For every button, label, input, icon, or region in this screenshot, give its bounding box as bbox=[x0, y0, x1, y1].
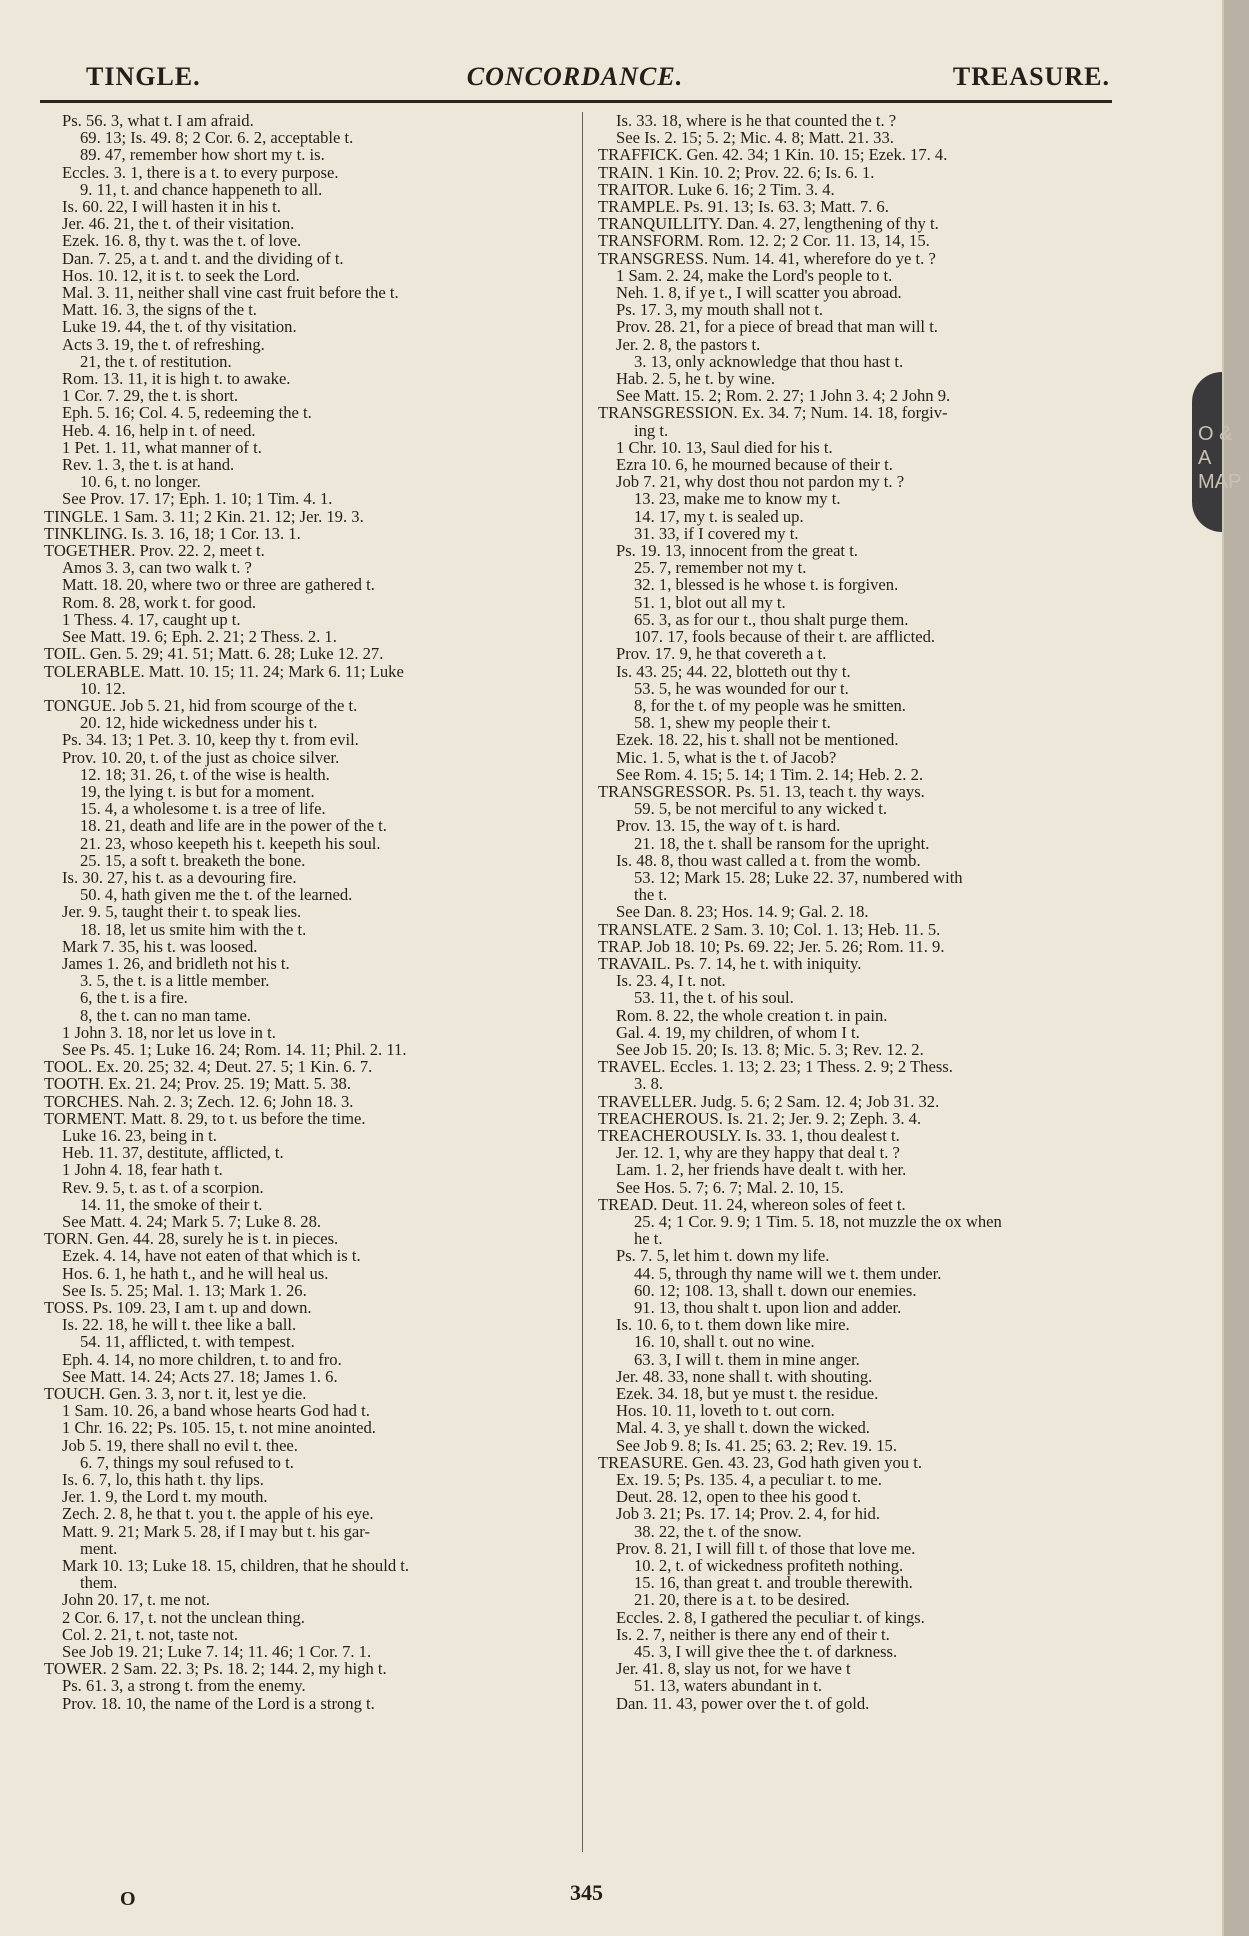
concordance-reference-line: he t. bbox=[634, 1229, 663, 1249]
concordance-reference-line: Col. 2. 21, t. not, taste not. bbox=[62, 1624, 239, 1644]
concordance-reference-line: Jer. 1. 9, the Lord t. my mouth. bbox=[62, 1487, 268, 1507]
concordance-reference-line: Rom. 8. 28, work t. for good. bbox=[62, 592, 257, 612]
concordance-reference-line: Is. 10. 6, to t. them down like mire. bbox=[616, 1315, 850, 1335]
concordance-reference-line: 6. 7, things my soul refused to t. bbox=[80, 1452, 294, 1472]
concordance-reference-line: Ezra 10. 6, he mourned because of their t. bbox=[616, 455, 893, 475]
concordance-reference-line: Is. 6. 7, lo, this hath t. thy lips. bbox=[62, 1470, 264, 1490]
concordance-reference-line: 59. 5, be not merciful to any wicked t. bbox=[634, 799, 887, 819]
concordance-reference-line: Luke 16. 23, being in t. bbox=[62, 1125, 217, 1145]
concordance-headword-line: TREACHEROUSLY. Is. 33. 1, thou dealest t. bbox=[598, 1125, 900, 1145]
concordance-reference-line: Eccles. 3. 1, there is a t. to every purpose. bbox=[62, 162, 339, 182]
concordance-headword-line: TONGUE. Job 5. 21, hid from scourge of the t. bbox=[44, 695, 358, 715]
header-rule bbox=[40, 100, 1112, 103]
concordance-reference-line: Prov. 13. 15, the way of t. is hard. bbox=[616, 816, 841, 836]
concordance-reference-line: See Prov. 17. 17; Eph. 1. 10; 1 Tim. 4. 1. bbox=[62, 489, 333, 509]
concordance-reference-line: Matt. 16. 3, the signs of the t. bbox=[62, 300, 257, 320]
concordance-reference-line: 2 Cor. 6. 17, t. not the unclean thing. bbox=[62, 1607, 305, 1627]
concordance-reference-line: See Matt. 4. 24; Mark 5. 7; Luke 8. 28. bbox=[62, 1212, 322, 1231]
concordance-reference-line: Rom. 13. 11, it is high t. to awake. bbox=[62, 369, 291, 389]
concordance-reference-line: See Ps. 45. 1; Luke 16. 24; Rom. 14. 11; Phil. 2. 11. bbox=[62, 1039, 407, 1059]
concordance-reference-line: 1 Sam. 10. 26, a band whose hearts God had t. bbox=[62, 1401, 370, 1421]
concordance-reference-line: Jer. 9. 5, taught their t. to speak lies. bbox=[62, 902, 302, 922]
concordance-headword-line: TRAFFICK. Gen. 42. 34; 1 Kin. 10. 15; Ezek. 17. 4. bbox=[598, 145, 948, 165]
concordance-reference-line: Gal. 4. 19, my children, of whom I t. bbox=[616, 1022, 860, 1042]
concordance-reference-line: 25. 7, remember not my t. bbox=[634, 558, 807, 578]
concordance-reference-line: 12. 18; 31. 26, t. of the wise is health. bbox=[80, 764, 330, 784]
concordance-headword-line: TRAVEL. Eccles. 1. 13; 2. 23; 1 Thess. 2. 9; 2 Thess. bbox=[598, 1057, 953, 1077]
concordance-reference-line: 25. 4; 1 Cor. 9. 9; 1 Tim. 5. 18, not muzzle the ox when bbox=[634, 1212, 1002, 1231]
concordance-reference-line: Prov. 17. 9, he that covereth a t. bbox=[616, 644, 827, 664]
concordance-reference-line: Mark 7. 35, his t. was loosed. bbox=[62, 936, 258, 956]
concordance-headword-line: TRAVAIL. Ps. 7. 14, he t. with iniquity. bbox=[598, 953, 862, 973]
concordance-reference-line: 32. 1, blessed is he whose t. is forgiven. bbox=[634, 575, 899, 595]
concordance-reference-line: 14. 17, my t. is sealed up. bbox=[634, 506, 804, 526]
concordance-reference-line: Eccles. 2. 8, I gathered the peculiar t. of kings. bbox=[616, 1607, 925, 1627]
concordance-reference-line: Ps. 34. 13; 1 Pet. 3. 10, keep thy t. from evil. bbox=[62, 730, 359, 750]
concordance-reference-line: 3. 13, only acknowledge that thou hast t. bbox=[634, 351, 904, 371]
concordance-reference-line: See Is. 2. 15; 5. 2; Mic. 4. 8; Matt. 21. 33. bbox=[616, 128, 894, 148]
concordance-reference-line: 13. 23, make me to know my t. bbox=[634, 489, 841, 509]
left-column bbox=[44, 112, 574, 1712]
concordance-reference-line: 15. 4, a wholesome t. is a tree of life. bbox=[80, 799, 326, 819]
concordance-reference-line: 53. 11, the t. of his soul. bbox=[634, 988, 794, 1008]
concordance-reference-line: Ezek. 18. 22, his t. shall not be mentioned. bbox=[616, 730, 899, 750]
concordance-reference-line: Ps. 17. 3, my mouth shall not t. bbox=[616, 300, 823, 320]
concordance-reference-line: Prov. 28. 21, for a piece of bread that man will t. bbox=[616, 317, 938, 337]
concordance-reference-line: 16. 10, shall t. out no wine. bbox=[634, 1332, 815, 1352]
concordance-reference-line: Is. 60. 22, I will hasten it in his t. bbox=[62, 197, 281, 217]
concordance-headword-line: TRAMPLE. Ps. 91. 13; Is. 63. 3; Matt. 7. 6. bbox=[598, 197, 889, 217]
concordance-reference-line: 53. 5, he was wounded for our t. bbox=[634, 678, 849, 698]
concordance-reference-line: 31. 33, if I covered my t. bbox=[634, 523, 799, 543]
concordance-reference-line: them. bbox=[80, 1573, 118, 1593]
concordance-headword-line: TOOTH. Ex. 21. 24; Prov. 25. 19; Matt. 5. 38. bbox=[44, 1074, 351, 1094]
concordance-reference-line: the t. bbox=[634, 885, 668, 905]
concordance-headword-line: TRAIN. 1 Kin. 10. 2; Prov. 22. 6; Is. 6. 1. bbox=[598, 162, 875, 182]
concordance-reference-line: Ezek. 34. 18, but ye must t. the residue. bbox=[616, 1384, 879, 1404]
concordance-reference-line: Mal. 3. 11, neither shall vine cast fruit before the t. bbox=[62, 283, 399, 303]
concordance-headword-line: TRANSGRESSOR. Ps. 51. 13, teach t. thy ways. bbox=[598, 781, 925, 801]
concordance-reference-line: 1 Cor. 7. 29, the t. is short. bbox=[62, 386, 239, 406]
concordance-headword-line: TREASURE. Gen. 43. 23, God hath given you t. bbox=[598, 1452, 923, 1472]
concordance-reference-line: Is. 22. 18, he will t. thee like a ball. bbox=[62, 1315, 297, 1335]
concordance-reference-line: Ps. 19. 13, innocent from the great t. bbox=[616, 541, 858, 561]
concordance-headword-line: TOOL. Ex. 20. 25; 32. 4; Deut. 27. 5; 1 Kin. 6. 7. bbox=[44, 1057, 373, 1077]
concordance-reference-line: 63. 3, I will t. them in mine anger. bbox=[634, 1349, 860, 1369]
concordance-reference-line: 21. 23, whoso keepeth his t. keepeth his soul. bbox=[80, 833, 381, 853]
concordance-reference-line: Jer. 48. 33, none shall t. with shouting. bbox=[616, 1366, 873, 1386]
concordance-reference-line: Matt. 9. 21; Mark 5. 28, if I may but t. his gar- bbox=[62, 1521, 370, 1541]
concordance-reference-line: Is. 2. 7, neither is there any end of their t. bbox=[616, 1624, 890, 1644]
concordance-reference-line: Jer. 46. 21, the t. of their visitation. bbox=[62, 214, 295, 234]
concordance-reference-line: 10. 12. bbox=[80, 678, 126, 698]
concordance-reference-line: See Matt. 15. 2; Rom. 2. 27; 1 John 3. 4; 2 John 9. bbox=[616, 386, 951, 406]
header-last-word: TREASURE. bbox=[952, 62, 1110, 91]
concordance-reference-line: Mic. 1. 5, what is the t. of Jacob? bbox=[616, 747, 837, 767]
concordance-reference-line: Rev. 9. 5, t. as t. of a scorpion. bbox=[62, 1177, 264, 1197]
concordance-reference-line: Eph. 4. 14, no more children, t. to and fro. bbox=[62, 1349, 342, 1369]
concordance-reference-line: Hos. 10. 11, loveth to t. out corn. bbox=[616, 1401, 835, 1421]
concordance-reference-line: 38. 22, the t. of the snow. bbox=[634, 1521, 802, 1541]
concordance-reference-line: 6, the t. is a fire. bbox=[80, 988, 188, 1008]
concordance-reference-line: 51. 13, waters abundant in t. bbox=[634, 1676, 823, 1696]
concordance-reference-line: 3. 5, the t. is a little member. bbox=[80, 971, 270, 991]
concordance-reference-line: See Hos. 5. 7; 6. 7; Mal. 2. 10, 15. bbox=[616, 1177, 844, 1197]
running-header bbox=[40, 62, 1110, 102]
concordance-reference-line: 1 Chr. 10. 13, Saul died for his t. bbox=[616, 437, 833, 457]
concordance-reference-line: 21. 18, the t. shall be ransom for the upright. bbox=[634, 833, 930, 853]
concordance-reference-line: 14. 11, the smoke of their t. bbox=[80, 1194, 263, 1214]
concordance-reference-line: Job 3. 21; Ps. 17. 14; Prov. 2. 4, for hid. bbox=[616, 1504, 880, 1524]
concordance-reference-line: Eph. 5. 16; Col. 4. 5, redeeming the t. bbox=[62, 403, 312, 423]
concordance-reference-line: 10. 2, t. of wickedness profiteth nothing. bbox=[634, 1556, 904, 1576]
concordance-reference-line: 60. 12; 108. 13, shall t. down our enemies. bbox=[634, 1280, 917, 1300]
concordance-reference-line: See Job 9. 8; Is. 41. 25; 63. 2; Rev. 19. 15. bbox=[616, 1435, 898, 1455]
concordance-reference-line: Mal. 4. 3, ye shall t. down the wicked. bbox=[616, 1418, 870, 1438]
concordance-reference-line: 8, the t. can no man tame. bbox=[80, 1005, 251, 1025]
concordance-headword-line: TOSS. Ps. 109. 23, I am t. up and down. bbox=[44, 1298, 312, 1318]
concordance-reference-line: 25. 15, a soft t. breaketh the bone. bbox=[80, 850, 306, 870]
concordance-reference-line: Jer. 2. 8, the pastors t. bbox=[616, 334, 761, 354]
concordance-headword-line: TRANQUILLITY. Dan. 4. 27, lengthening of thy t. bbox=[598, 214, 939, 234]
concordance-reference-line: See Dan. 8. 23; Hos. 14. 9; Gal. 2. 18. bbox=[616, 902, 869, 922]
concordance-reference-line: 1 Chr. 16. 22; Ps. 105. 15, t. not mine anointed. bbox=[62, 1418, 376, 1438]
concordance-reference-line: Ps. 56. 3, what t. I am afraid. bbox=[62, 111, 254, 130]
concordance-reference-line: 21, the t. of restitution. bbox=[80, 351, 232, 371]
concordance-reference-line: See Rom. 4. 15; 5. 14; 1 Tim. 2. 14; Heb. 2. 2. bbox=[616, 764, 924, 784]
concordance-reference-line: 1 Sam. 2. 24, make the Lord's people to t. bbox=[616, 265, 893, 285]
concordance-reference-line: Hos. 10. 12, it is t. to seek the Lord. bbox=[62, 265, 300, 285]
concordance-reference-line: Ex. 19. 5; Ps. 135. 4, a peculiar t. to me. bbox=[616, 1470, 882, 1490]
concordance-reference-line: 45. 3, I will give thee the t. of darkness. bbox=[634, 1642, 898, 1662]
concordance-reference-line: 58. 1, shew my people their t. bbox=[634, 713, 831, 733]
concordance-reference-line: Deut. 28. 12, open to thee his good t. bbox=[616, 1487, 862, 1507]
concordance-reference-line: See Matt. 19. 6; Eph. 2. 21; 2 Thess. 2. 1. bbox=[62, 627, 337, 647]
concordance-reference-line: Job 7. 21, why dost thou not pardon my t. ? bbox=[616, 472, 905, 492]
concordance-reference-line: 107. 17, fools because of their t. are afflicted. bbox=[634, 627, 936, 647]
concordance-reference-line: 91. 13, thou shalt t. upon lion and adder. bbox=[634, 1298, 902, 1318]
concordance-reference-line: 53. 12; Mark 15. 28; Luke 22. 37, numbered with bbox=[634, 867, 963, 887]
concordance-reference-line: 1 John 4. 18, fear hath t. bbox=[62, 1160, 223, 1180]
signature-mark: O bbox=[120, 1888, 136, 1910]
concordance-reference-line: Prov. 18. 10, the name of the Lord is a strong t. bbox=[62, 1693, 375, 1713]
concordance-reference-line: Dan. 11. 43, power over the t. of gold. bbox=[616, 1693, 870, 1713]
concordance-reference-line: 3. 8. bbox=[634, 1074, 664, 1094]
concordance-headword-line: TRAITOR. Luke 6. 16; 2 Tim. 3. 4. bbox=[598, 179, 835, 199]
concordance-reference-line: Matt. 18. 20, where two or three are gathered t. bbox=[62, 575, 375, 595]
concordance-headword-line: TOUCH. Gen. 3. 3, nor t. it, lest ye die. bbox=[44, 1384, 307, 1404]
concordance-headword-line: TRANSGRESSION. Ex. 34. 7; Num. 14. 18, forgiv- bbox=[598, 403, 948, 423]
concordance-reference-line: 18. 18, let us smite him with the t. bbox=[80, 919, 307, 939]
concordance-reference-line: 8, for the t. of my people was he smitten. bbox=[634, 695, 906, 715]
thumb-index-label: O & A MAP bbox=[1198, 423, 1242, 493]
concordance-reference-line: Is. 23. 4, I t. not. bbox=[616, 971, 726, 991]
concordance-reference-line: Heb. 11. 37, destitute, afflicted, t. bbox=[62, 1143, 284, 1163]
concordance-reference-line: See Job 15. 20; Is. 13. 8; Mic. 5. 3; Rev. 12. 2. bbox=[616, 1039, 924, 1059]
concordance-reference-line: ment. bbox=[80, 1538, 118, 1558]
concordance-reference-line: Is. 30. 27, his t. as a devouring fire. bbox=[62, 867, 297, 887]
concordance-reference-line: 89. 47, remember how short my t. is. bbox=[80, 145, 325, 165]
concordance-reference-line: John 20. 17, t. me not. bbox=[62, 1590, 210, 1610]
page-number: 345 bbox=[570, 1880, 603, 1905]
concordance-reference-line: 54. 11, afflicted, t. with tempest. bbox=[80, 1332, 295, 1352]
concordance-reference-line: Jer. 12. 1, why are they happy that deal t. ? bbox=[616, 1143, 900, 1163]
column-divider bbox=[582, 112, 583, 1852]
concordance-headword-line: TINGLE. 1 Sam. 3. 11; 2 Kin. 21. 12; Jer. 19. 3. bbox=[44, 506, 364, 526]
concordance-headword-line: TOGETHER. Prov. 22. 2, meet t. bbox=[44, 541, 265, 561]
concordance-reference-line: Zech. 2. 8, he that t. you t. the apple of his eye. bbox=[62, 1504, 374, 1524]
concordance-reference-line: Rom. 8. 22, the whole creation t. in pain. bbox=[616, 1005, 888, 1025]
concordance-reference-line: 9. 11, t. and chance happeneth to all. bbox=[80, 179, 323, 199]
concordance-reference-line: Acts 3. 19, the t. of refreshing. bbox=[62, 334, 265, 354]
concordance-reference-line: Luke 19. 44, the t. of thy visitation. bbox=[62, 317, 297, 337]
concordance-reference-line: James 1. 26, and bridleth not his t. bbox=[62, 953, 290, 973]
concordance-reference-line: See Matt. 14. 24; Acts 27. 18; James 1. 6. bbox=[62, 1366, 338, 1386]
header-title: CONCORDANCE. bbox=[466, 62, 684, 91]
concordance-reference-line: 10. 6, t. no longer. bbox=[80, 472, 201, 492]
concordance-headword-line: TINKLING. Is. 3. 16, 18; 1 Cor. 13. 1. bbox=[44, 523, 301, 543]
concordance-reference-line: 1 Thess. 4. 17, caught up t. bbox=[62, 609, 241, 629]
concordance-reference-line: Is. 33. 18, where is he that counted the t. ? bbox=[616, 111, 897, 130]
concordance-reference-line: 69. 13; Is. 49. 8; 2 Cor. 6. 2, acceptable t. bbox=[80, 128, 354, 148]
concordance-reference-line: 51. 1, blot out all my t. bbox=[634, 592, 786, 612]
concordance-reference-line: Hab. 2. 5, he t. by wine. bbox=[616, 369, 775, 389]
concordance-reference-line: Neh. 1. 8, if ye t., I will scatter you abroad. bbox=[616, 283, 902, 303]
concordance-reference-line: Ezek. 16. 8, thy t. was the t. of love. bbox=[62, 231, 302, 251]
concordance-headword-line: TOWER. 2 Sam. 22. 3; Ps. 18. 2; 144. 2, my high t. bbox=[44, 1659, 387, 1679]
concordance-reference-line: 15. 16, than great t. and trouble therewith. bbox=[634, 1573, 913, 1593]
concordance-reference-line: 1 John 3. 18, nor let us love in t. bbox=[62, 1022, 276, 1042]
thumb-index-tab[interactable] bbox=[1192, 372, 1242, 532]
concordance-headword-line: TORMENT. Matt. 8. 29, to t. us before the time. bbox=[44, 1108, 366, 1128]
concordance-reference-line: Ps. 61. 3, a strong t. from the enemy. bbox=[62, 1676, 306, 1696]
concordance-reference-line: 18. 21, death and life are in the power of the t. bbox=[80, 816, 387, 836]
concordance-headword-line: TRANSGRESS. Num. 14. 41, wherefore do ye t. ? bbox=[598, 248, 936, 268]
concordance-reference-line: See Job 19. 21; Luke 7. 14; 11. 46; 1 Cor. 7. 1. bbox=[62, 1642, 372, 1662]
concordance-reference-line: Lam. 1. 2, her friends have dealt t. with her. bbox=[616, 1160, 907, 1180]
header-first-word: TINGLE. bbox=[86, 62, 201, 91]
concordance-reference-line: Ps. 7. 5, let him t. down my life. bbox=[616, 1246, 830, 1266]
concordance-headword-line: TREACHEROUS. Is. 21. 2; Jer. 9. 2; Zeph. 3. 4. bbox=[598, 1108, 922, 1128]
concordance-reference-line: Jer. 41. 8, slay us not, for we have t bbox=[616, 1659, 851, 1679]
concordance-reference-line: 44. 5, through thy name will we t. them under. bbox=[634, 1263, 942, 1283]
concordance-headword-line: TOLERABLE. Matt. 10. 15; 11. 24; Mark 6. 11; Luke bbox=[44, 661, 404, 681]
concordance-reference-line: Prov. 8. 21, I will fill t. of those that love me. bbox=[616, 1538, 916, 1558]
concordance-headword-line: TRAVELLER. Judg. 5. 6; 2 Sam. 12. 4; Job 31. 32. bbox=[598, 1091, 940, 1111]
concordance-headword-line: TRANSFORM. Rom. 12. 2; 2 Cor. 11. 13, 14, 15. bbox=[598, 231, 930, 251]
concordance-headword-line: TRANSLATE. 2 Sam. 3. 10; Col. 1. 13; Heb. 11. 5. bbox=[598, 919, 941, 939]
concordance-reference-line: 50. 4, hath given me the t. of the learned. bbox=[80, 885, 353, 905]
concordance-reference-line: Heb. 4. 16, help in t. of need. bbox=[62, 420, 256, 440]
concordance-reference-line: 1 Pet. 1. 11, what manner of t. bbox=[62, 437, 262, 457]
concordance-reference-line: Dan. 7. 25, a t. and t. and the dividing of t. bbox=[62, 248, 344, 268]
concordance-headword-line: TORN. Gen. 44. 28, surely he is t. in pieces. bbox=[44, 1229, 339, 1249]
concordance-reference-line: Ezek. 4. 14, have not eaten of that which is t. bbox=[62, 1246, 361, 1266]
concordance-reference-line: Hos. 6. 1, he hath t., and he will heal us. bbox=[62, 1263, 329, 1283]
concordance-reference-line: Is. 43. 25; 44. 22, blotteth out thy t. bbox=[616, 661, 851, 681]
concordance-reference-line: Amos 3. 3, can two walk t. ? bbox=[62, 558, 252, 578]
concordance-reference-line: 20. 12, hide wickedness under his t. bbox=[80, 713, 318, 733]
concordance-reference-line: See Is. 5. 25; Mal. 1. 13; Mark 1. 26. bbox=[62, 1280, 307, 1300]
right-column bbox=[598, 112, 1128, 1712]
concordance-reference-line: Mark 10. 13; Luke 18. 15, children, that he should t. bbox=[62, 1556, 410, 1576]
concordance-reference-line: Is. 48. 8, thou wast called a t. from the womb. bbox=[616, 850, 921, 870]
concordance-reference-line: 21. 20, there is a t. to be desired. bbox=[634, 1590, 850, 1610]
concordance-reference-line: Job 5. 19, there shall no evil t. thee. bbox=[62, 1435, 298, 1455]
concordance-reference-line: Prov. 10. 20, t. of the just as choice silver. bbox=[62, 747, 340, 767]
concordance-headword-line: TOIL. Gen. 5. 29; 41. 51; Matt. 6. 28; Luke 12. 27. bbox=[44, 644, 384, 664]
concordance-reference-line: Rev. 1. 3, the t. is at hand. bbox=[62, 455, 235, 475]
concordance-headword-line: TORCHES. Nah. 2. 3; Zech. 12. 6; John 18. 3. bbox=[44, 1091, 354, 1111]
concordance-reference-line: ing t. bbox=[634, 420, 669, 440]
concordance-reference-line: 65. 3, as for our t., thou shalt purge them. bbox=[634, 609, 909, 629]
concordance-headword-line: TREAD. Deut. 11. 24, whereon soles of feet t. bbox=[598, 1194, 906, 1214]
concordance-reference-line: 19, the lying t. is but for a moment. bbox=[80, 781, 315, 801]
concordance-headword-line: TRAP. Job 18. 10; Ps. 69. 22; Jer. 5. 26; Rom. 11. 9. bbox=[598, 936, 945, 956]
